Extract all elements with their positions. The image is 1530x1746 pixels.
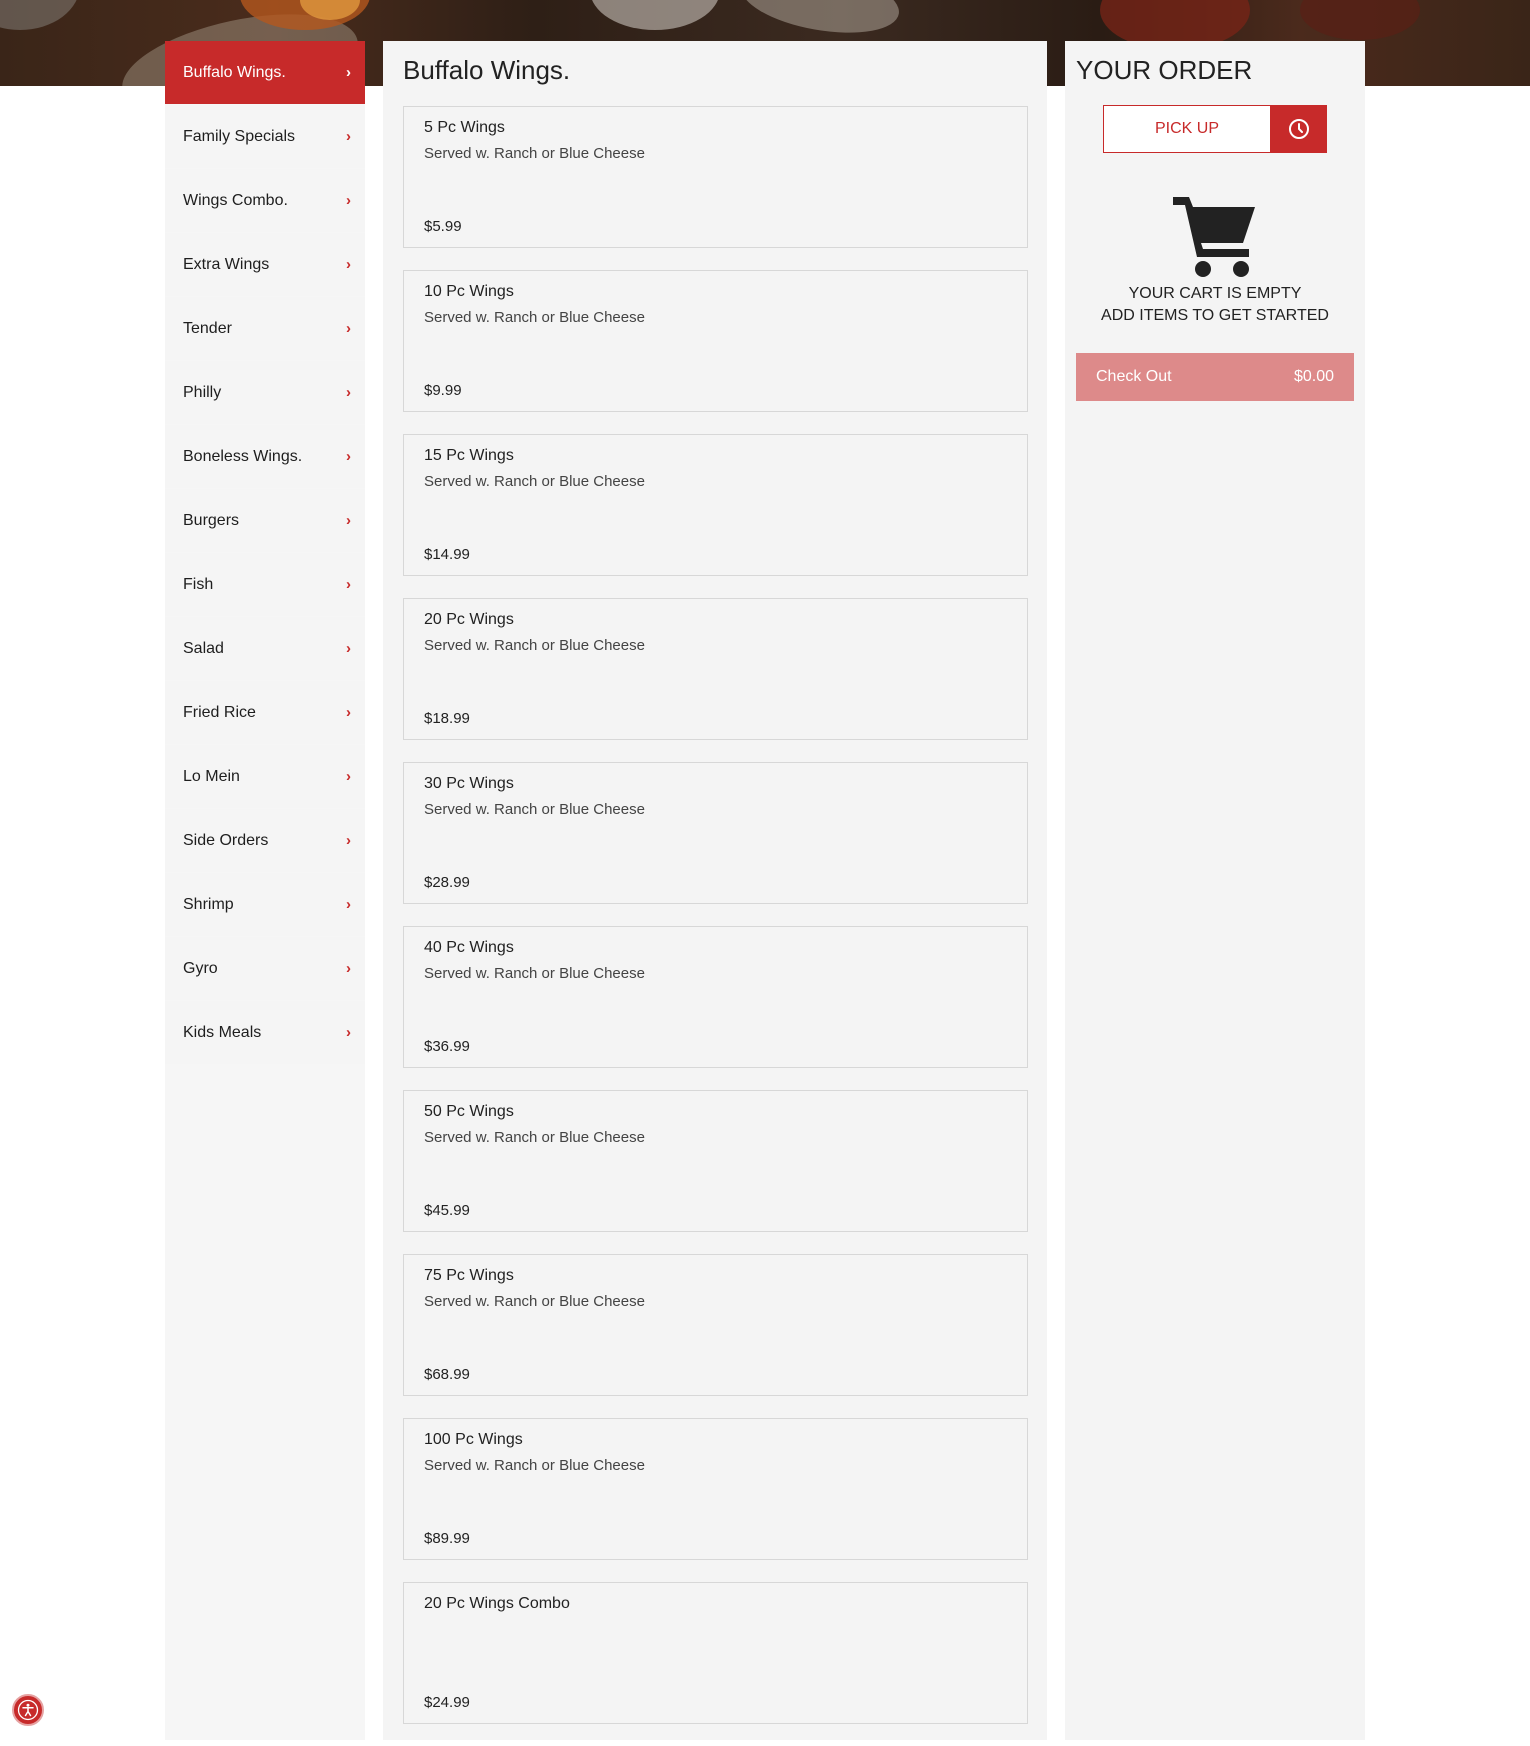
order-total: $0.00 (1293, 368, 1334, 385)
clock-icon (1288, 118, 1310, 140)
sidebar-category-item[interactable] (165, 297, 365, 360)
menu-item-name: 15 Pc Wings (424, 447, 514, 464)
category-label: Extra Wings (183, 255, 270, 273)
category-label: Salad (183, 639, 224, 657)
menu-item-name: 100 Pc Wings (424, 1431, 523, 1448)
category-label: Boneless Wings. (183, 447, 303, 465)
order-panel (1065, 41, 1365, 1740)
menu-item-card[interactable] (403, 926, 1028, 1068)
menu-item-description: Served w. Ranch or Blue Cheese (424, 1457, 645, 1474)
menu-item-card[interactable] (403, 434, 1028, 576)
chevron-right-icon: › (346, 768, 351, 785)
empty-cart-hint: ADD ITEMS TO GET STARTED (1101, 307, 1329, 324)
category-label: Side Orders (183, 831, 269, 849)
sidebar-category-item[interactable] (165, 233, 365, 296)
chevron-right-icon: › (346, 832, 351, 849)
chevron-right-icon: › (346, 896, 351, 913)
menu-item-description: Served w. Ranch or Blue Cheese (424, 965, 645, 982)
sidebar-category-item[interactable] (165, 937, 365, 1000)
sidebar-category-item[interactable] (165, 553, 365, 616)
category-label: Kids Meals (183, 1023, 262, 1041)
chevron-right-icon: › (346, 576, 351, 593)
sidebar-category-item[interactable] (165, 41, 365, 104)
sidebar-category-item[interactable] (165, 105, 365, 168)
menu-item-card[interactable] (403, 1582, 1028, 1724)
menu-item-price: $89.99 (424, 1530, 470, 1547)
sidebar-category-item[interactable] (165, 361, 365, 424)
shopping-cart-icon (1169, 189, 1259, 279)
category-sidebar (165, 41, 365, 1740)
menu-panel (383, 41, 1047, 1740)
menu-item-price: $18.99 (424, 710, 470, 727)
category-label: Fried Rice (183, 703, 256, 721)
sidebar-category-item[interactable] (165, 489, 365, 552)
menu-item-card[interactable] (403, 1418, 1028, 1560)
category-label: Tender (183, 319, 232, 337)
category-label: Burgers (183, 511, 240, 529)
category-label: Shrimp (183, 895, 234, 913)
chevron-right-icon: › (346, 64, 351, 81)
menu-title: Buffalo Wings. (403, 55, 571, 85)
pickup-selector (1103, 105, 1327, 153)
chevron-right-icon: › (346, 256, 351, 273)
sidebar-category-item[interactable] (165, 169, 365, 232)
empty-cart-message (1065, 283, 1365, 327)
checkout-button[interactable] (1076, 353, 1354, 401)
sidebar-category-item[interactable] (165, 809, 365, 872)
chevron-right-icon: › (346, 704, 351, 721)
menu-item-price: $36.99 (424, 1038, 470, 1055)
menu-item-description: Served w. Ranch or Blue Cheese (424, 1129, 645, 1146)
category-label: Wings Combo. (183, 191, 288, 209)
menu-item-name: 5 Pc Wings (424, 119, 505, 136)
chevron-right-icon: › (346, 512, 351, 529)
accessibility-button[interactable] (12, 1694, 44, 1726)
menu-item-price: $45.99 (424, 1202, 470, 1219)
category-label: Gyro (183, 959, 218, 977)
sidebar-category-item[interactable] (165, 617, 365, 680)
chevron-right-icon: › (346, 1024, 351, 1041)
menu-item-card[interactable] (403, 598, 1028, 740)
menu-item-price: $28.99 (424, 874, 470, 891)
accessibility-icon (17, 1699, 39, 1721)
sidebar-category-item[interactable] (165, 1001, 365, 1064)
menu-item-name: 20 Pc Wings Combo (424, 1595, 570, 1612)
menu-item-card[interactable] (403, 1090, 1028, 1232)
sidebar-category-item[interactable] (165, 745, 365, 808)
category-label: Philly (183, 383, 222, 401)
order-title: YOUR ORDER (1076, 55, 1253, 85)
menu-item-name: 10 Pc Wings (424, 283, 514, 300)
menu-item-description: Served w. Ranch or Blue Cheese (424, 473, 645, 490)
sidebar-category-item[interactable] (165, 425, 365, 488)
menu-item-description: Served w. Ranch or Blue Cheese (424, 309, 645, 326)
category-label: Family Specials (183, 127, 296, 145)
menu-item-price: $9.99 (424, 382, 462, 399)
category-label: Buffalo Wings. (183, 63, 286, 81)
menu-item-price: $14.99 (424, 546, 470, 563)
menu-item-description: Served w. Ranch or Blue Cheese (424, 145, 645, 162)
chevron-right-icon: › (346, 960, 351, 977)
menu-item-price: $5.99 (424, 218, 462, 235)
menu-item-description: Served w. Ranch or Blue Cheese (424, 1293, 645, 1310)
chevron-right-icon: › (346, 192, 351, 209)
menu-item-name: 40 Pc Wings (424, 939, 514, 956)
menu-item-description: Served w. Ranch or Blue Cheese (424, 637, 645, 654)
menu-item-price: $68.99 (424, 1366, 470, 1383)
checkout-label: Check Out (1096, 368, 1172, 385)
menu-item-name: 20 Pc Wings (424, 611, 514, 628)
pickup-button[interactable]: PICK UP (1103, 105, 1271, 153)
menu-item-card[interactable] (403, 762, 1028, 904)
menu-item-name: 30 Pc Wings (424, 775, 514, 792)
menu-item-name: 75 Pc Wings (424, 1267, 514, 1284)
chevron-right-icon: › (346, 128, 351, 145)
sidebar-category-item[interactable] (165, 873, 365, 936)
chevron-right-icon: › (346, 384, 351, 401)
category-label: Fish (183, 575, 214, 593)
chevron-right-icon: › (346, 640, 351, 657)
menu-item-description: Served w. Ranch or Blue Cheese (424, 801, 645, 818)
menu-item-card[interactable] (403, 270, 1028, 412)
chevron-right-icon: › (346, 448, 351, 465)
schedule-time-button[interactable] (1271, 105, 1327, 153)
menu-item-card[interactable] (403, 106, 1028, 248)
chevron-right-icon: › (346, 320, 351, 337)
category-label: Lo Mein (183, 767, 240, 785)
menu-item-price: $24.99 (424, 1694, 470, 1711)
menu-item-name: 50 Pc Wings (424, 1103, 514, 1120)
menu-item-card[interactable] (403, 1254, 1028, 1396)
empty-cart-line: YOUR CART IS EMPTY (1128, 285, 1302, 302)
menu-item-list (403, 106, 1028, 1746)
sidebar-category-item[interactable] (165, 681, 365, 744)
